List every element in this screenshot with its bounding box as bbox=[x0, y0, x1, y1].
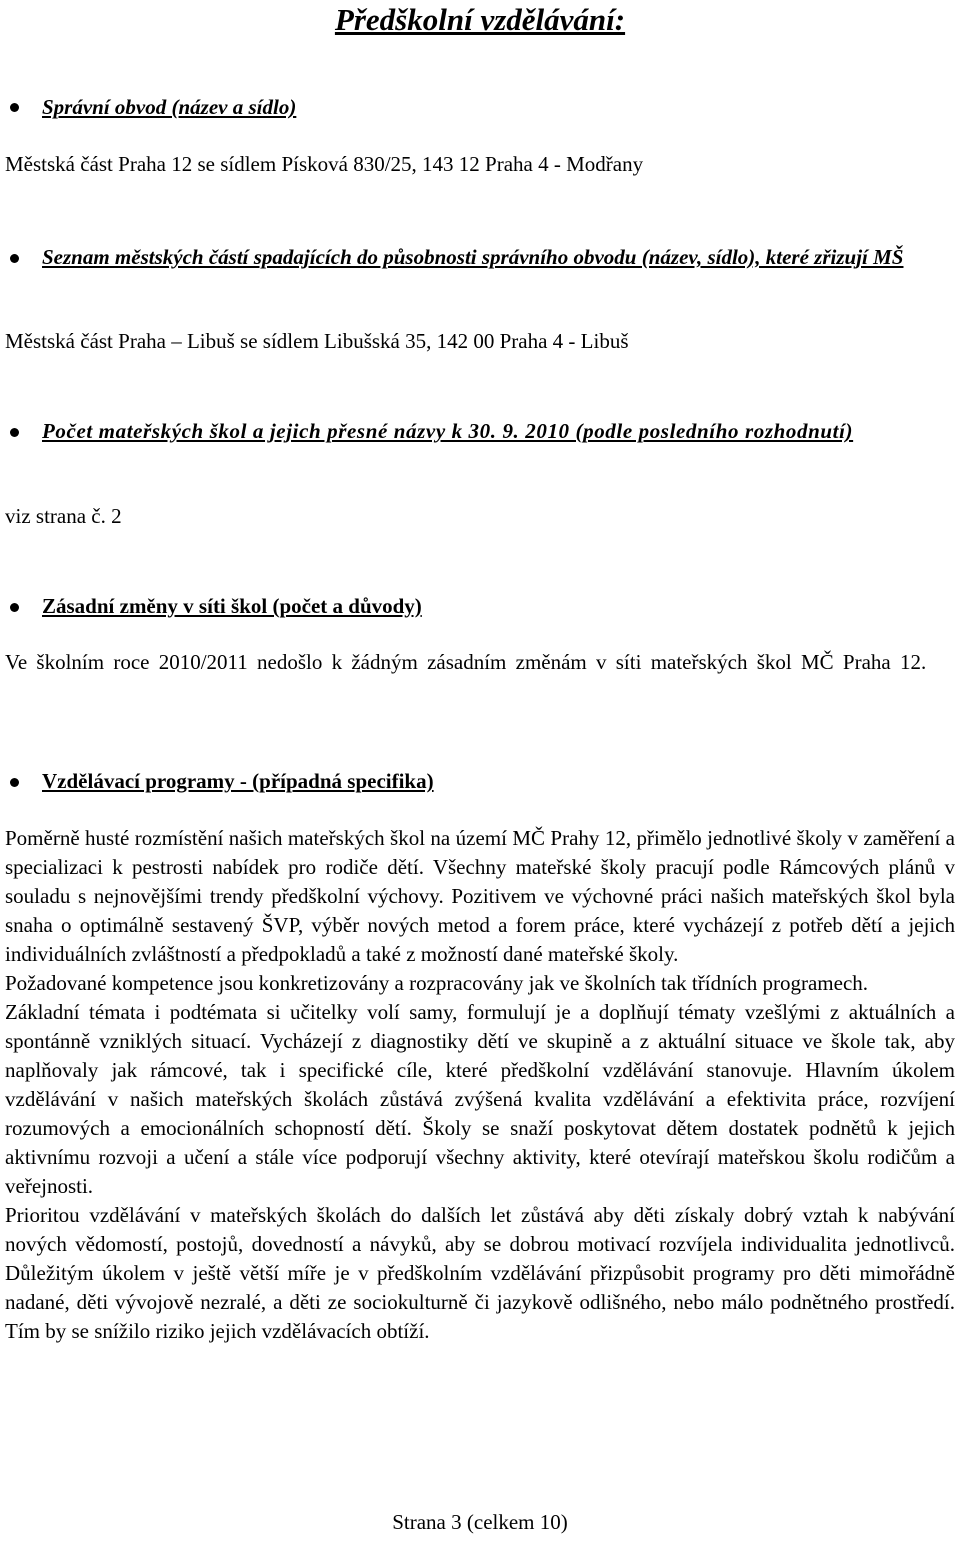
section-heading-network-changes: Zásadní změny v síti škol (počet a důvody) bbox=[42, 594, 422, 618]
page-footer: Strana 3 (celkem 10) bbox=[392, 1510, 568, 1534]
bullet-icon bbox=[10, 778, 19, 787]
section-heading-city-parts-list: Seznam městských částí spadajících do působnosti správního obvodu (název, sídlo), které zřizují MŠ bbox=[42, 245, 904, 269]
section-heading-administrative-district: Správní obvod (název a sídlo) bbox=[42, 95, 297, 119]
paragraph: Základní témata i podtémata si učitelky volí samy, formulují je a doplňují tématy vzešlými z aktuálních a spontánně vzniklých situací. Vycházejí z diagnostiky dětí ve skupině a z aktuální situace ve škole tak, aby naplňovaly jak rámcové, tak i specifické cíle, které předškolní vzdělávání stanovuje. Hlavním úkolem vzdělávání v našich mateřských školách zůstává zvýšená kvalita vzdělávání a efektivita práce, rozvíjení rozumových a emocionálních schopností dětí. Školy se snaží poskytovat dětem dostatek podnětů k jejich aktivnímu rozvoji a učení a stále více podporují všechny aktivity, které otevírají mateřskou školu rodičům a veřejnosti. bbox=[5, 1000, 955, 1198]
paragraph: Prioritou vzdělávání v mateřských školách do dalších let zůstává aby děti získaly dobrý vztah k nabývání nových vědomostí, postojů, dovedností a návyků, aby se dobrou motivací rozvíjela individualita jednotlivců. Důležitým úkolem v ještě větší míře je v předškolním vzdělávání přizpůsobit programy pro děti mimořádně nadané, děti vývojově nezralé, a děti ze sociokulturně či jazykově odlišného, nebo málo podnětného prostředí. Tím by se snížilo riziko jejich vzdělávacích obtíží. bbox=[5, 1203, 955, 1343]
bullet-icon bbox=[10, 603, 19, 612]
section-text-network-changes: Ve školním roce 2010/2011 nedošlo k žádným zásadním změnám v síti mateřských škol MČ Praha 12. bbox=[5, 650, 927, 674]
bullet-icon bbox=[10, 428, 19, 437]
section-text-administrative-district: Městská část Praha 12 se sídlem Písková 830/25, 143 12 Praha 4 - Modřany bbox=[5, 152, 644, 176]
section-text-school-count: viz strana č. 2 bbox=[5, 504, 122, 528]
bullet-icon bbox=[10, 254, 19, 263]
section-text-city-parts-list: Městská část Praha – Libuš se sídlem Libušská 35, 142 00 Praha 4 - Libuš bbox=[5, 329, 629, 353]
paragraph: Požadované kompetence jsou konkretizovány a rozpracovány jak ve školních tak třídních programech. bbox=[5, 971, 869, 995]
paragraph: Poměrně husté rozmístění našich mateřských škol na území MČ Prahy 12, přimělo jednotlivé školy v zaměření a specializaci k pestrosti nabídek pro rodiče dětí. Všechny mateřské školy pracují podle Rámcových plánů v souladu s nejnovějšími trendy předškolní výchovy. Pozitivem ve výchovné práci našich mateřských škol byla snaha o optimálně sestavený ŠVP, výběr nových metod a forem práce, které vycházejí z potřeb dětí a jejich individuálních zvláštností a předpokladů a také z možností dané mateřské školy. bbox=[5, 826, 955, 966]
section-heading-educational-programs: Vzdělávací programy - (případná specifika) bbox=[42, 769, 434, 793]
bullet-icon bbox=[10, 103, 19, 112]
page-title: Předškolní vzdělávání: bbox=[334, 2, 626, 37]
section-body-educational-programs bbox=[5, 824, 955, 1346]
section-heading-school-count: Počet mateřských škol a jejich přesné názvy k 30. 9. 2010 (podle posledního rozhodnutí) bbox=[42, 419, 854, 443]
